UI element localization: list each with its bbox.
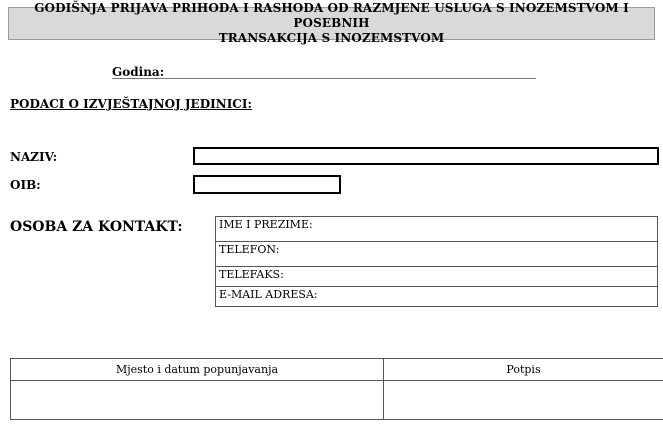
- section-title: PODACI O IZVJEŠTAJNOJ JEDINICI:: [10, 97, 252, 111]
- contact-name-label: IME I PREZIME:: [219, 218, 313, 231]
- contact-table: [215, 216, 658, 307]
- contact-fax-field[interactable]: [216, 267, 658, 287]
- contact-phone-label: TELEFON:: [219, 243, 280, 256]
- contact-email-field[interactable]: [216, 287, 658, 307]
- signature-header: Potpis: [384, 359, 663, 381]
- place-date-field[interactable]: [11, 381, 384, 420]
- year-input-line[interactable]: [112, 78, 536, 79]
- signature-field[interactable]: [384, 381, 663, 420]
- contact-phone-field[interactable]: [216, 242, 658, 267]
- naziv-input[interactable]: [193, 147, 659, 165]
- form-title-line2: TRANSAKCIJA S INOZEMSTVOM: [218, 31, 445, 45]
- contact-name-field[interactable]: [216, 217, 658, 242]
- year-label: Godina:: [112, 65, 165, 79]
- oib-label: OIB:: [10, 178, 41, 192]
- signature-table: [10, 358, 663, 420]
- oib-input[interactable]: [193, 175, 341, 194]
- contact-fax-label: TELEFAKS:: [219, 268, 284, 281]
- place-date-header: Mjesto i datum popunjavanja: [11, 359, 384, 381]
- contact-person-label: OSOBA ZA KONTAKT:: [10, 219, 183, 235]
- naziv-label: NAZIV:: [10, 150, 58, 164]
- contact-email-label: E-MAIL ADRESA:: [219, 288, 318, 301]
- form-title: [8, 1, 655, 45]
- form-title-line1: GODIŠNJA PRIJAVA PRIHODA I RASHODA OD RAZMJENE USLUGA S INOZEMSTVOM I POSEBNIH: [34, 1, 629, 30]
